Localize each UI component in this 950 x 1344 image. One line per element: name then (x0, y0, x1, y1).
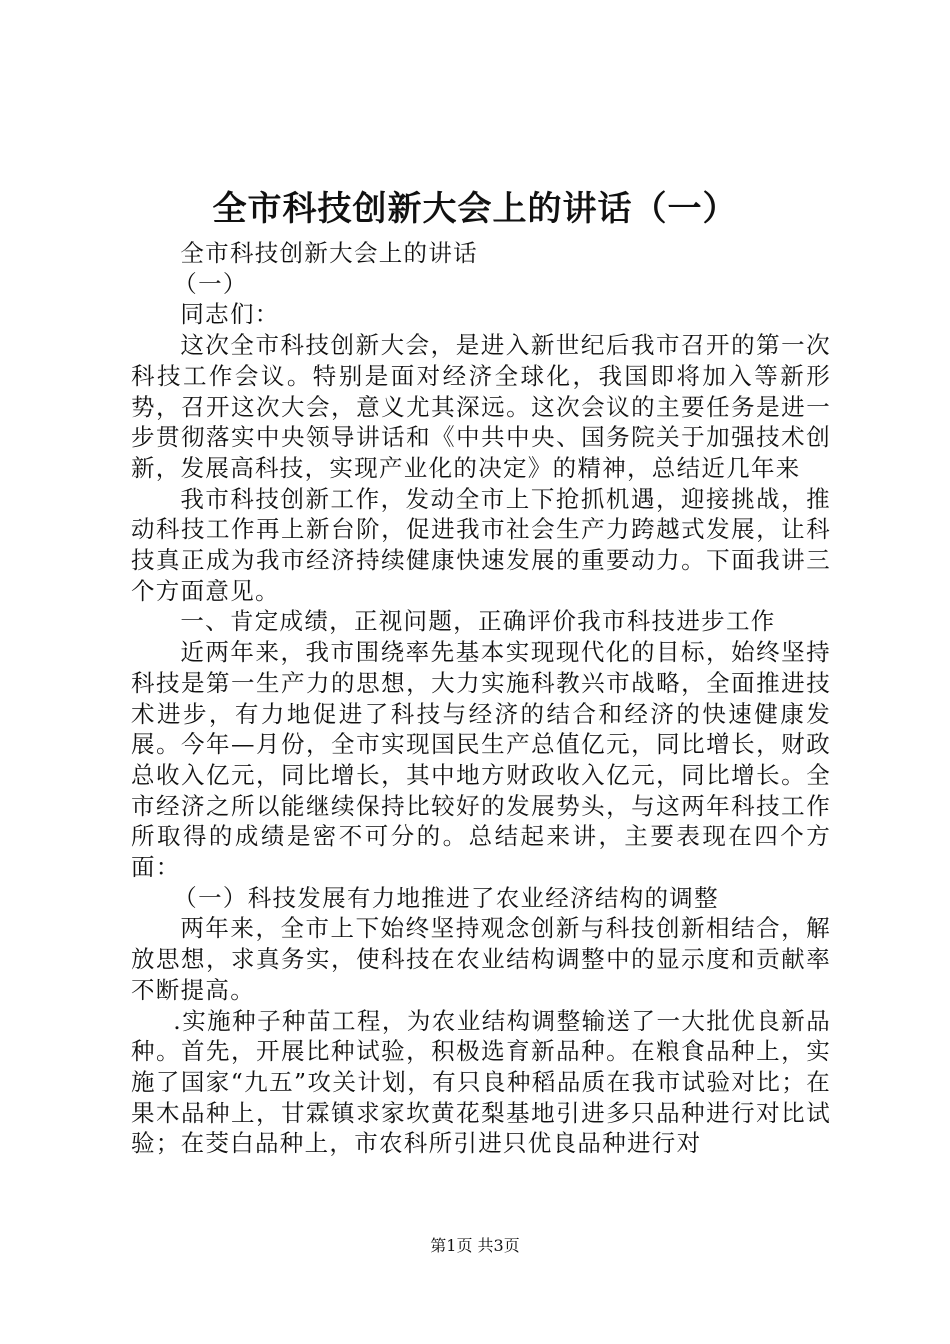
body-paragraph-part-number: （一） (173, 269, 248, 298)
subsection-heading-1: （一）科技发展有力地推进了农业经济结构的调整 (173, 883, 719, 912)
body-paragraph-1: 这次全市科技创新大会，是进入新世纪后我市召开的第一次科技工作会议。特别是面对经济全球化，我国即将加入等新形势，召开这次大会，意义尤其深远。这次会议的主要任务是进一步贯彻落实中央领导讲话和《中共中央、国务院关于加强技术创新，发展高科技，实现产业化的决定》的精神，总结近几年来 (131, 331, 831, 482)
page-footer: 第1页 共3页 (430, 1236, 520, 1255)
body-paragraph-3: 近两年来，我市围绕率先基本实现现代化的目标，始终坚持科技是第一生产力的思想，大力实施科教兴市战略，全面推进技术进步，有力地促进了科技与经济的结合和经济的快速健康发展。今年—月份，全市实现国民生产总值亿元，同比增长，财政总收入亿元，同比增长，其中地方财政收入亿元，同比增长。全市经济之所以能继续保持比较好的发展势头，与这两年科技工作所取得的成绩是密不可分的。总结起来讲，主要表现在四个方面： (131, 638, 831, 882)
body-paragraph-5: .实施种子种苗工程，为农业结构调整输送了一大批优良新品种。首先，开展比种试验，积极选育新品种。在粮食品种上，实施了国家“九五”攻关计划，有只良种稻品质在我市试验对比；在果木品种上，甘霖镇求家坎黄花梨基地引进多只品种进行对比试验；在茭白品种上，市农科所引进只优良品种进行对 (131, 1006, 831, 1158)
document-body (131, 238, 831, 1159)
body-paragraph-salutation: 同志们： (180, 300, 280, 329)
body-paragraph-subtitle: 全市科技创新大会上的讲话 (180, 239, 478, 267)
body-paragraph-4: 两年来，全市上下始终坚持观念创新与科技创新相结合，解放思想，求真务实，使科技在农业结构调整中的显示度和贡献率不断提高。 (131, 914, 831, 1004)
body-paragraph-2: 我市科技创新工作，发动全市上下抢抓机遇，迎接挑战，推动科技工作再上新台阶，促进我市社会生产力跨越式发展，让科技真正成为我市经济持续健康快速发展的重要动力。下面我讲三个方面意见。 (131, 484, 831, 605)
document-title: 全市科技创新大会上的讲话（一） (212, 189, 738, 229)
section-heading-1: 一、肯定成绩，正视问题，正确评价我市科技进步工作 (180, 607, 776, 636)
